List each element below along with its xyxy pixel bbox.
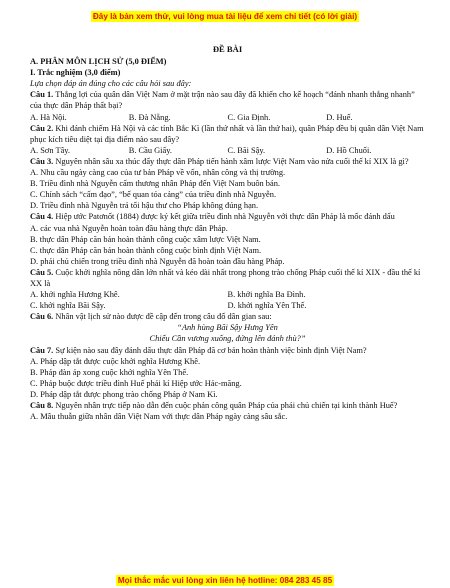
option: A. Sơn Tây. [30, 145, 71, 155]
preview-banner-text: Đây là bản xem thử, vui lòng mua tài liệu để xem chi tiết (có lời giải) [92, 12, 358, 21]
question-text: Khi đánh chiếm Hà Nội và các tỉnh Bắc Kì (lần thứ nhất và lần thứ hai), quân Pháp đều bị quân dân Việt Nam phục kích tiêu diệt tại địa điểm nào sau đây? [30, 123, 424, 144]
option: C. Chính sách “cấm đạo”, “bế quan tỏa cảng” của triều đình nhà Nguyễn. [30, 190, 277, 200]
option: A. Mâu thuẫn giữa nhân dân Việt Nam với thực dân Pháp ngày càng sâu sắc. [30, 412, 288, 422]
option: D. Huế. [326, 112, 353, 122]
question-text: Thắng lợi của quân dân Việt Nam ở mặt trận nào sau đây đã khiến cho kế hoạch “đánh nhanh thắng nhanh” của thực dân Pháp thất bại? [30, 90, 415, 111]
option: A. các vua nhà Nguyễn hoàn toàn đầu hàng thực dân Pháp. [30, 223, 228, 233]
exam-content [30, 44, 425, 422]
option: C. Bãi Sậy. [227, 145, 266, 155]
question-text: Nguyên nhân sâu xa thúc đẩy thực dân Pháp tiến hành xâm lược Việt Nam vào nửa cuối thế kỉ XIX là gì? [55, 156, 409, 166]
question-3 [30, 156, 425, 167]
page-title: ĐỀ BÀI [212, 44, 243, 54]
hotline-banner [0, 570, 450, 588]
option: C. khởi nghĩa Bãi Sậy. [30, 301, 106, 311]
options-row [30, 112, 425, 123]
instruction: Lựa chọn đáp án đúng cho các câu hỏi sau đây: [30, 79, 192, 89]
question-5 [30, 267, 425, 289]
option: B. Cầu Giấy. [128, 145, 172, 155]
option: B. Triều đình nhà Nguyễn cấm thương nhân Pháp đến Việt Nam buôn bán. [30, 179, 280, 189]
options-row [30, 300, 425, 311]
question-number: Câu 4. [30, 212, 54, 222]
question-text: Nguyên nhân trực tiếp nào dẫn đến cuộc phản công quân Pháp của phái chủ chiến tại kinh thành Huế? [55, 401, 398, 410]
question-number: Câu 5. [30, 267, 54, 277]
question-number: Câu 6. [30, 312, 54, 322]
option: D. khởi nghĩa Yên Thế. [227, 301, 307, 311]
option: D. Triều đình nhà Nguyễn trả tối hậu thư cho Pháp không đúng hạn. [30, 201, 259, 211]
option: C. thực dân Pháp căn bản hoàn thành công cuộc bình định Việt Nam. [30, 245, 262, 255]
option: A. Hà Nội. [30, 112, 67, 122]
option: A. khởi nghĩa Hương Khê. [30, 290, 120, 300]
option: D. Pháp dập tắt được phong trào chống Pháp ở Nam Kì. [30, 389, 218, 399]
question-number: Câu 8. [30, 401, 54, 410]
option: A. Nhu cầu ngày càng cao của tư bản Pháp về vốn, nhân công và thị trường. [30, 168, 286, 178]
quote-line: “Anh hùng Bãi Sậy Hưng Yên [177, 323, 278, 333]
question-text: Hiệp ước Patơnốt (1884) được ký kết giữa triều đình nhà Nguyễn với thực dân Pháp là mốc đánh dấu [55, 212, 395, 222]
hotline-banner-text: Mọi thắc mắc vui lòng xin liên hệ hotline: 084 283 45 85 [117, 576, 333, 585]
option: D. Hồ Chuối. [326, 145, 372, 155]
question-1 [30, 89, 425, 111]
options-row [30, 145, 425, 156]
option: A. Pháp dập tắt được cuộc khởi nghĩa Hương Khê. [30, 356, 201, 366]
question-8 [30, 400, 425, 411]
question-text: Sự kiện nào sau đây đánh dấu thực dân Pháp đã cơ bản hoàn thành việc bình định Việt Nam? [55, 345, 367, 355]
question-2 [30, 123, 425, 145]
question-number: Câu 1. [30, 90, 54, 100]
option: B. khởi nghĩa Ba Đình. [227, 290, 306, 300]
preview-banner [0, 6, 450, 24]
option: D. phái chủ chiến trong triều đình nhà Nguyễn đã hoàn toàn đầu hàng Pháp. [30, 256, 285, 266]
question-text: Cuộc khởi nghĩa nông dân lớn nhất và kéo dài nhất trong phong trào chống Pháp cuối thế kỉ XIX - đầu thế kỉ XX là [30, 267, 421, 288]
option: B. Đà Nẵng. [128, 112, 171, 122]
option: B. thực dân Pháp căn bản hoàn thành công cuộc xâm lược Việt Nam. [30, 234, 261, 244]
option: C. Gia Định. [227, 112, 271, 122]
question-number: Câu 7. [30, 345, 54, 355]
question-4 [30, 211, 425, 222]
question-number: Câu 2. [30, 123, 54, 133]
question-6 [30, 311, 425, 322]
question-text: Nhân vật lịch sử nào được đề cập đến trong câu đố dân gian sau: [55, 312, 272, 322]
options-row [30, 289, 425, 300]
question-number: Câu 3. [30, 156, 54, 166]
section-heading: A. PHÂN MÔN LỊCH SỬ (5,0 ĐIỂM) [30, 57, 167, 67]
quote-line: Chiếu Cần vương xuống, đứng lên đánh thù?” [149, 334, 306, 344]
part-heading: I. Trắc nghiệm (3,0 điểm) [30, 68, 121, 78]
option: B. Pháp đàn áp xong cuộc khởi nghĩa Yên Thế. [30, 367, 189, 377]
option: C. Pháp buộc được triều đình Huế phải kí Hiệp ước Hác-măng. [30, 378, 242, 388]
question-7 [30, 345, 425, 356]
